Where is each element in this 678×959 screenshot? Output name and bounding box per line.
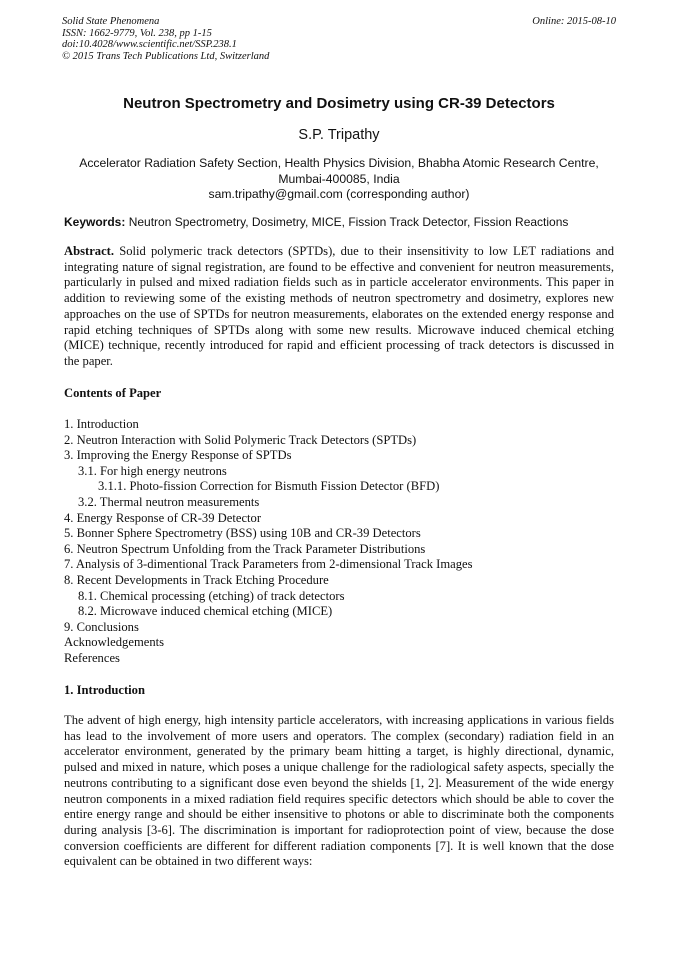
toc-item: 1. Introduction (64, 417, 139, 431)
toc-item: Acknowledgements (64, 635, 165, 650)
contents-heading: Contents of Paper (64, 386, 162, 400)
toc-item: References (64, 650, 120, 665)
journal-header (62, 16, 269, 62)
journal-name: Solid State Phenomena (62, 16, 160, 27)
abstract (64, 244, 614, 370)
table-of-contents (64, 417, 614, 667)
journal-issn: ISSN: 1662-9779, Vol. 238, pp 1-15 (62, 27, 212, 39)
toc-item: 6. Neutron Spectrum Unfolding from the Track Parameter Distributions (64, 541, 426, 556)
author-affiliation (60, 156, 618, 203)
keywords-label: Keywords: (64, 215, 126, 229)
journal-copyright: © 2015 Trans Tech Publications Ltd, Switzerland (62, 50, 270, 62)
toc-item: 9. Conclusions (64, 619, 139, 634)
affiliation-line-1: Accelerator Radiation Safety Section, Health Physics Division, Bhabha Atomic Research Centre, (79, 156, 599, 170)
toc-item: 3.1.1. Photo-fission Correction for Bismuth Fission Detector (BFD) (98, 479, 440, 494)
toc-item: 5. Bonner Sphere Spectrometry (BSS) using 10B and CR-39 Detectors (64, 526, 421, 541)
online-date: Online: 2015-08-10 (532, 16, 616, 27)
journal-doi: doi:10.4028/www.scientific.net/SSP.238.1 (62, 39, 237, 50)
toc-item: 3. Improving the Energy Response of SPTDs (64, 448, 292, 463)
paper-author: S.P. Tripathy (298, 127, 380, 143)
introduction-text: The advent of high energy, high intensity particle accelerators, with increasing applications in various fields has lead to the involvement of more users and operators. The complex (secondary) radiation field in an accelerator environment, generated by the primary beam hitting a target, is highly directional, dynamic, pulsed and mixed in nature, which poses a unique challenge for the radiological safety aspects, specially the neutrons contributing to a significant dose even beyond the shields [1, 2]. Measurement of the wide energy neutron components in a mixed radiation field requires specific detectors which should be able to cover the entire energy range and should be either insensitive to photons or able to discriminate both the components during analysis [3-6]. The discrimination is important for radioprotection point of view, because the dose conversion coefficients are different for different radiation components [7]. It is well known that the dose equivalent can be obtained in two different ways: (64, 713, 614, 869)
toc-item: 2. Neutron Interaction with Solid Polymeric Track Detectors (SPTDs) (64, 432, 417, 447)
keywords (64, 215, 624, 229)
paper-title: Neutron Spectrometry and Dosimetry using CR-39 Detectors (123, 95, 555, 112)
toc-item: 8.2. Microwave induced chemical etching (MICE) (78, 604, 333, 619)
toc-item: 3.2. Thermal neutron measurements (78, 494, 260, 509)
toc-item: 4. Energy Response of CR-39 Detector (64, 510, 262, 525)
introduction-heading: 1. Introduction (64, 683, 145, 697)
abstract-text: Solid polymeric track detectors (SPTDs), due to their insensitivity to low LET radiations and integrating nature of signal registration, are found to be effective and convenient for neutron measurements, particularly in pulsed and mixed radiation fields such as in particle accelerator environments. This paper in addition to reviewing some of the existing methods of neutron spectrometry and dosimetry, explores new approaches on the use of SPTDs for neutron measurements, elaborates on the extended energy response and rapid etching techniques of SPTDs along with some new results. Microwave induced chemical etching (MICE) technique, recently introduced for rapid and efficient processing of track detectors is discussed in the paper. (64, 244, 615, 368)
abstract-label: Abstract. (64, 244, 115, 258)
toc-item: 8.1. Chemical processing (etching) of track detectors (78, 588, 345, 603)
toc-item: 3.1. For high energy neutrons (78, 463, 227, 478)
keywords-text: Neutron Spectrometry, Dosimetry, MICE, Fission Track Detector, Fission Reactions (128, 215, 569, 229)
affiliation-line-2: Mumbai-400085, India (278, 171, 400, 186)
toc-item: 7. Analysis of 3-dimentional Track Parameters from 2-dimensional Track Images (64, 557, 473, 572)
affiliation-email: sam.tripathy@gmail.com (corresponding author) (208, 187, 470, 201)
toc-item: 8. Recent Developments in Track Etching Procedure (64, 572, 329, 587)
